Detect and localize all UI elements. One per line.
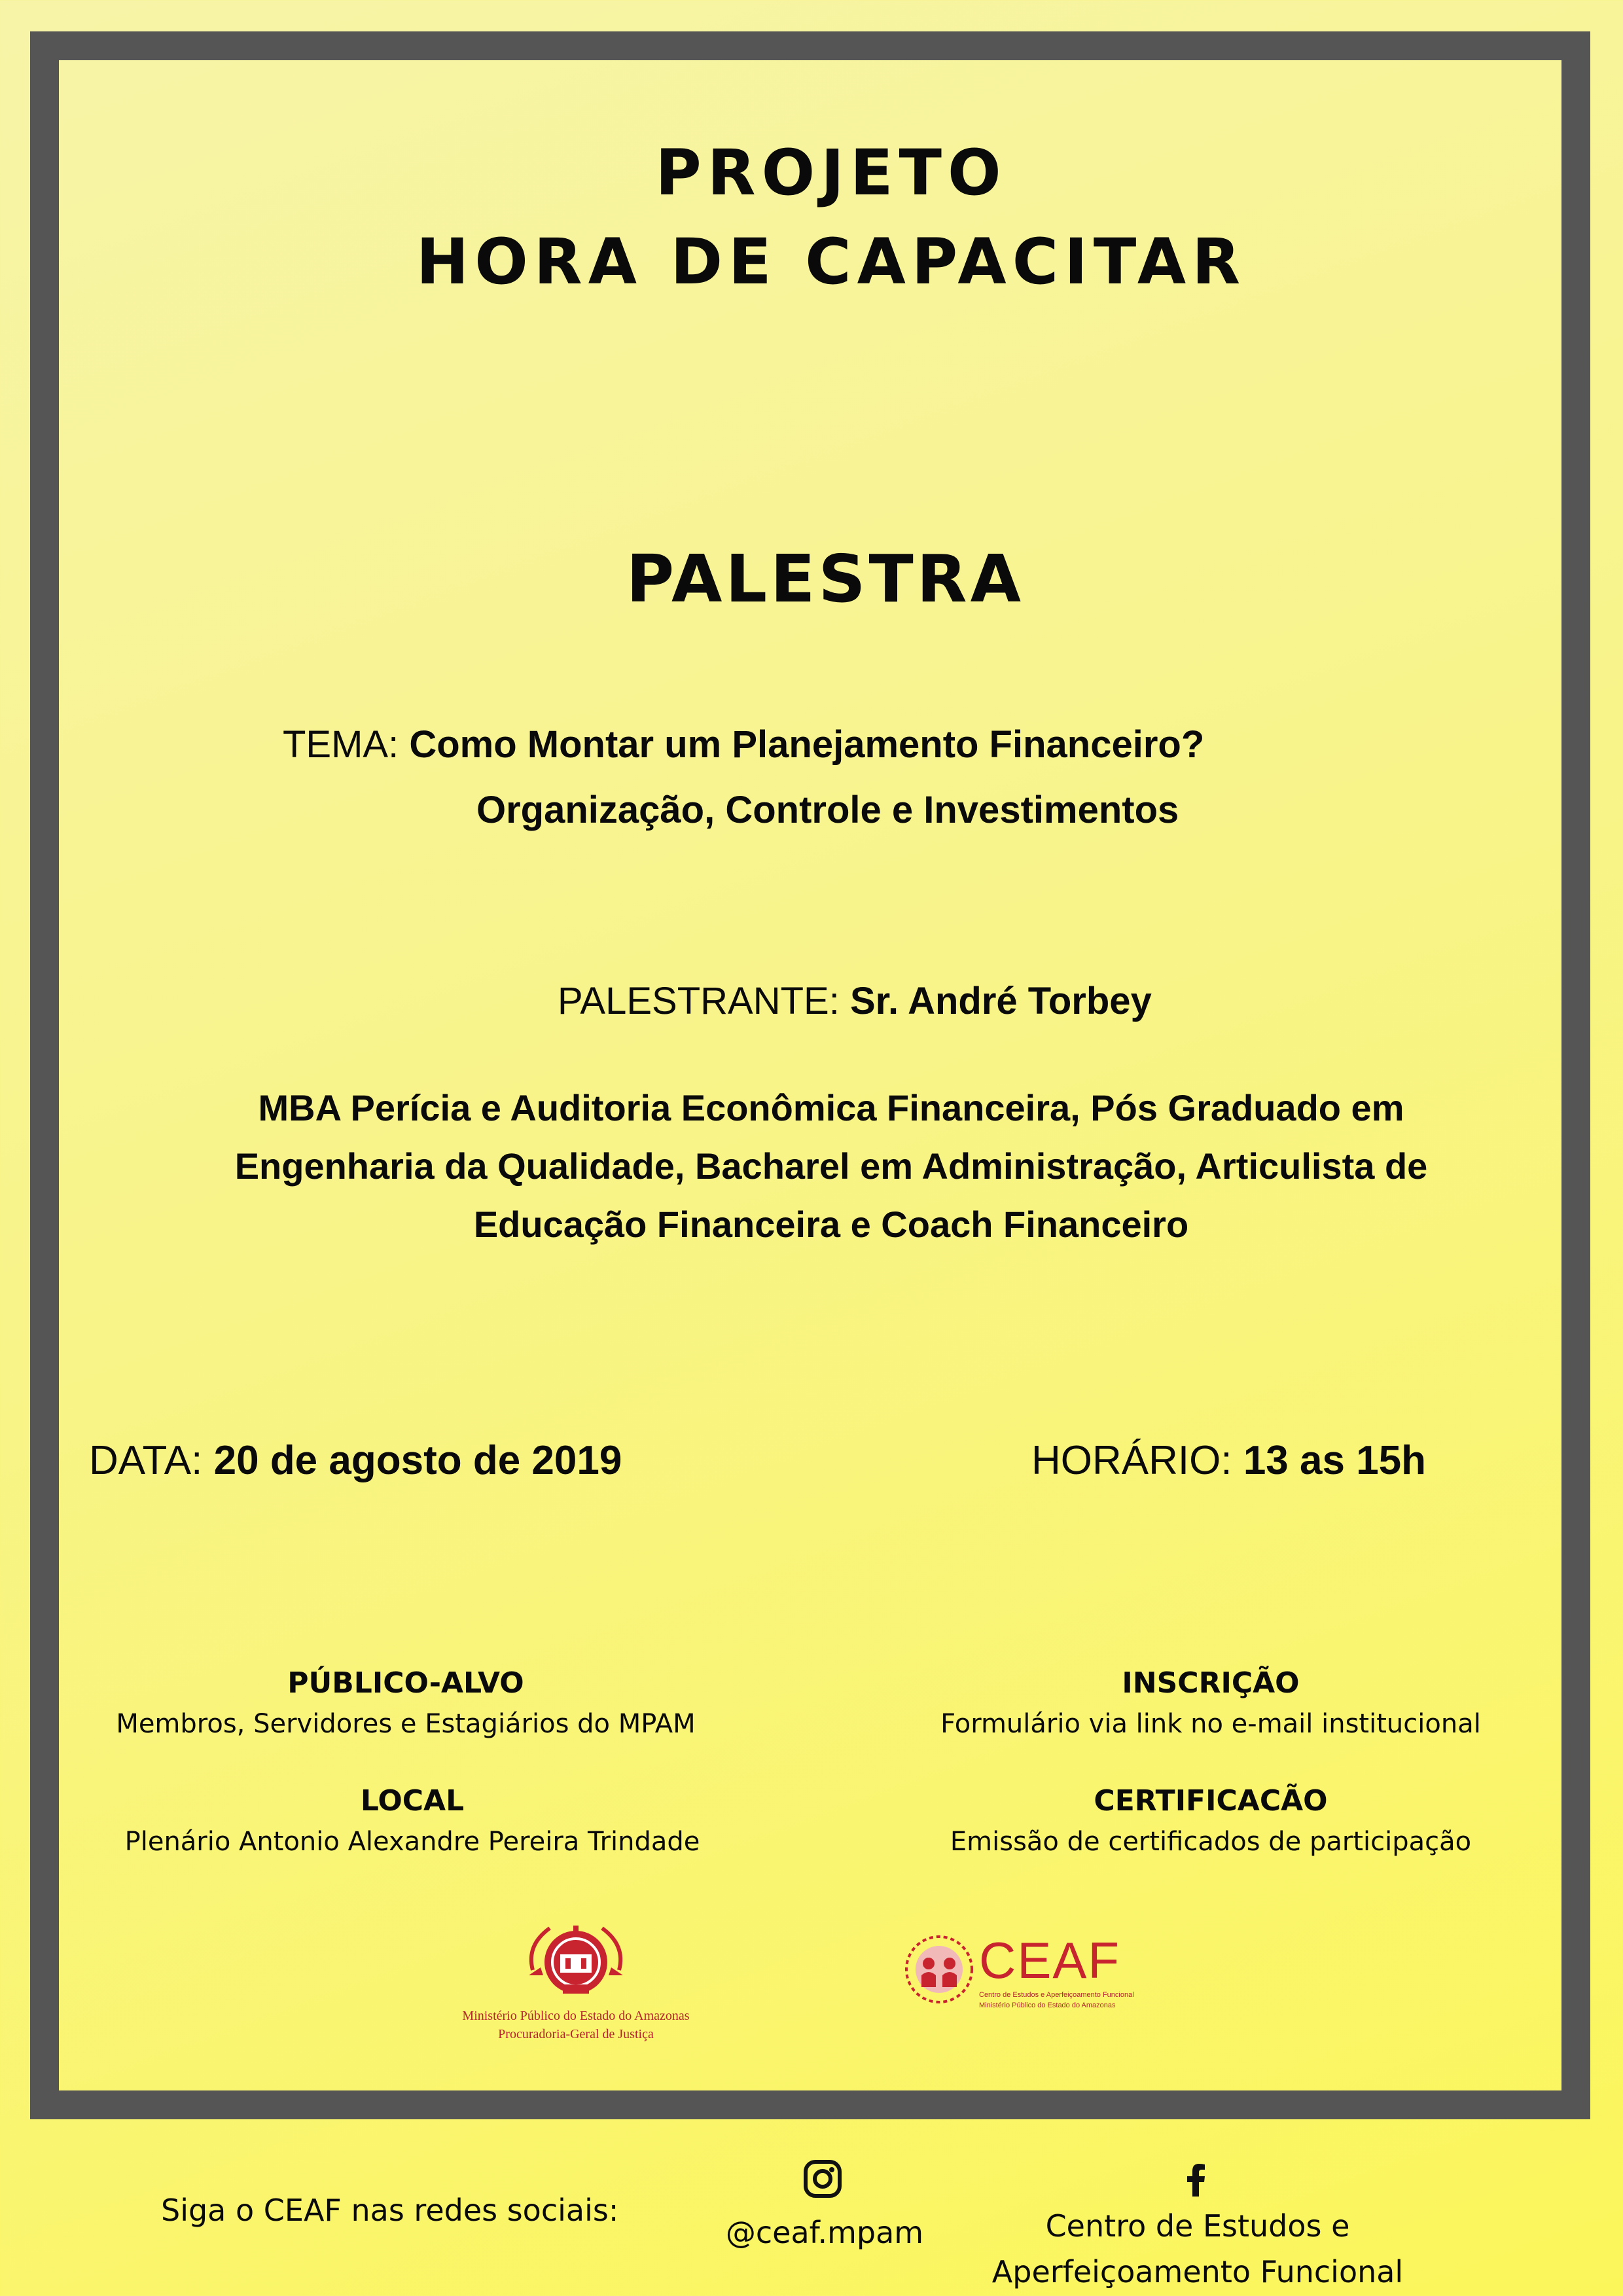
mpam-logo-line2: Procuradoria-Geral de Justiça xyxy=(498,2027,654,2041)
facebook-icon[interactable] xyxy=(1185,2164,1208,2197)
inscricao-text: Formulário via link no e-mail institucional xyxy=(940,1709,1481,1739)
facebook-page-name[interactable] xyxy=(962,2203,1433,2295)
time-line xyxy=(1031,1437,1426,1484)
publico-alvo-block xyxy=(65,1666,746,1739)
bio-line-3: Educação Financeira e Coach Financeiro xyxy=(473,1204,1189,1245)
inscricao-block xyxy=(890,1666,1531,1739)
ceaf-logo-sub1: Centro de Estudos e Aperfeiçoamento Funcional xyxy=(979,1991,1134,1999)
bio-line-1: MBA Perícia e Auditoria Econômica Financeira, Pós Graduado em xyxy=(258,1087,1404,1128)
date-line xyxy=(89,1437,622,1484)
local-text: Plenário Antonio Alexandre Pereira Trindade xyxy=(124,1827,700,1857)
tema-line-2: Organização, Controle e Investimentos xyxy=(476,789,1179,831)
bio-line-2: Engenharia da Qualidade, Bacharel em Administração, Articulista de xyxy=(234,1145,1428,1187)
publico-alvo-title: PÚBLICO-ALVO xyxy=(287,1666,524,1700)
facebook-page-line2: Aperfeiçoamento Funcional xyxy=(991,2254,1404,2289)
palestrante-label: PALESTRANTE: xyxy=(558,980,840,1022)
project-title xyxy=(0,128,1623,306)
certificacao-title: CERTIFICACÃO xyxy=(1094,1784,1328,1818)
tema-line-1 xyxy=(283,717,1204,772)
ceaf-emblem-icon xyxy=(902,1932,976,2007)
local-block xyxy=(65,1784,759,1857)
date-label: DATA: xyxy=(89,1438,203,1483)
local-title: LOCAL xyxy=(360,1784,465,1818)
footer-follow-text: Siga o CEAF nas redes sociais: xyxy=(161,2193,619,2228)
time-label: HORÁRIO: xyxy=(1031,1438,1232,1483)
ceaf-logo-sub2: Ministério Público do Estado do Amazonas xyxy=(979,2001,1116,2009)
publico-alvo-text: Membros, Servidores e Estagiários do MPAM xyxy=(116,1709,696,1739)
inscricao-title: INSCRIÇÃO xyxy=(1122,1666,1300,1700)
certificacao-text: Emissão de certificados de participação xyxy=(950,1827,1472,1857)
event-type-heading: PALESTRA xyxy=(626,541,1025,617)
project-title-line2: HORA DE CAPACITAR xyxy=(416,225,1247,298)
palestrante-line xyxy=(558,974,1152,1029)
certificacao-block xyxy=(890,1784,1531,1857)
mpam-emblem-icon xyxy=(524,1919,628,2004)
mpam-logo-text xyxy=(399,2007,753,2043)
ceaf-logo-name: CEAF xyxy=(979,1931,1121,1989)
time-value: 13 as 15h xyxy=(1243,1438,1427,1483)
speaker-bio xyxy=(92,1079,1571,1253)
ceaf-logo-subtitle xyxy=(979,1990,1134,2011)
project-title-line1: PROJETO xyxy=(655,136,1007,209)
mpam-logo-line1: Ministério Público do Estado do Amazonas xyxy=(462,2009,690,2023)
instagram-handle[interactable]: @ceaf.mpam xyxy=(725,2215,924,2250)
tema-title: Como Montar um Planejamento Financeiro? xyxy=(409,723,1205,766)
date-value: 20 de agosto de 2019 xyxy=(213,1438,622,1483)
palestrante-name: Sr. André Torbey xyxy=(849,980,1152,1022)
instagram-icon[interactable] xyxy=(802,2159,843,2199)
tema-label: TEMA: xyxy=(283,723,399,766)
facebook-page-line1: Centro de Estudos e xyxy=(1045,2208,1350,2244)
